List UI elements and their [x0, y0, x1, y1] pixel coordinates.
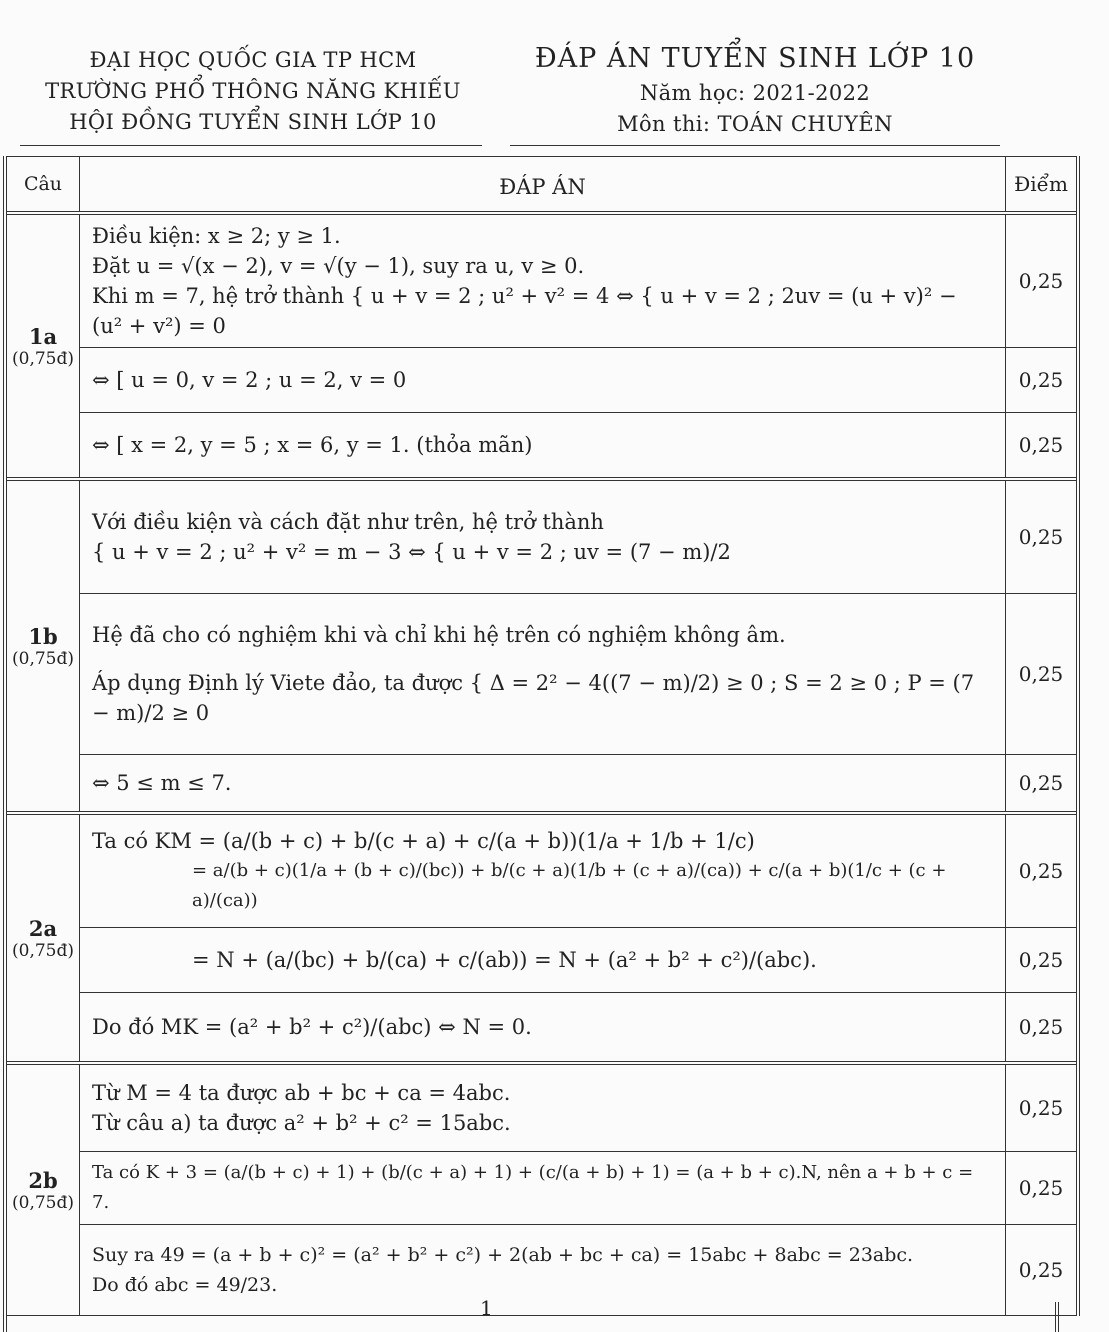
- university-name: ĐẠI HỌC QUỐC GIA TP HCM: [89, 48, 417, 72]
- answer-line: ⇔ [ x = 2, y = 5 ; x = 6, y = 1. (thỏa mãn): [92, 433, 533, 457]
- header-rule-right: [510, 145, 1000, 146]
- answer-line: Do đó MK = (a² + b² + c²)/(abc) ⇔ N = 0.: [92, 1015, 532, 1039]
- answer-line: Suy ra 49 = (a + b + c)² = (a² + b² + c²) + 2(ab + bc + ca) = 15abc + 8abc = 23abc.: [92, 1244, 914, 1266]
- question-label: 1a: [28, 323, 58, 349]
- score-cell: 0,25: [1006, 1152, 1079, 1225]
- question-points: (0,75đ): [12, 348, 74, 369]
- answer-line: Đặt u = √(x − 2), v = √(y − 1), suy ra u, v ≥ 0.: [92, 254, 585, 278]
- answer-line: Áp dụng Định lý Viete đảo, ta được { Δ = 2² − 4((7 − m)/2) ≥ 0 ; S = 2 ≥ 0 ; P = (7 − m)/2 ≥ 0: [92, 671, 975, 725]
- council-name: HỘI ĐỒNG TUYỂN SINH LỚP 10: [69, 110, 437, 134]
- score-cell: 0,25: [1006, 993, 1079, 1064]
- table-row: [5, 993, 1078, 1064]
- header-rule-left: [20, 145, 482, 146]
- score-cell: 0,25: [1006, 213, 1079, 348]
- answer-line: { u + v = 2 ; u² + v² = m − 3 ⇔ { u + v = 2 ; uv = (7 − m)/2: [92, 540, 731, 564]
- exam-header: [505, 40, 1005, 140]
- question-label: 2b: [28, 1167, 58, 1193]
- score-cell: 0,25: [1006, 348, 1079, 413]
- question-cell-2b: [5, 1063, 80, 1316]
- score-cell: 0,25: [1006, 1225, 1079, 1316]
- answer-line: Ta có K + 3 = (a/(b + c) + 1) + (b/(c + a) + 1) + (c/(a + b) + 1) = (a + b + c).N, nên a + b + c = 7.: [92, 1162, 974, 1213]
- answer-line: Từ M = 4 ta được ab + bc + ca = 4abc.: [92, 1081, 511, 1105]
- table-row: [5, 813, 1078, 928]
- answer-line: Ta có KM = (a/(b + c) + b/(c + a) + c/(a + b))(1/a + 1/b + 1/c): [92, 829, 755, 853]
- col-question-header: Câu: [5, 157, 80, 214]
- school-year: Năm học: 2021-2022: [639, 81, 871, 105]
- col-score-header: Điểm: [1006, 157, 1079, 214]
- page-number: 1: [480, 1296, 493, 1320]
- answer-line: = N + (a/(bc) + b/(ca) + c/(ab)) = N + (a² + b² + c²)/(abc).: [192, 948, 817, 972]
- question-points: (0,75đ): [12, 940, 74, 961]
- answer-line: Từ câu a) ta được a² + b² + c² = 15abc.: [92, 1111, 511, 1135]
- question-label: 1b: [28, 623, 58, 649]
- table-row: [5, 594, 1078, 755]
- answer-cell: [80, 928, 1006, 993]
- question-cell-2a: [5, 813, 80, 1063]
- next-row-partial: [3, 1302, 1059, 1332]
- answer-cell: [80, 479, 1006, 594]
- col-answer-header: ĐÁP ÁN: [80, 157, 1006, 214]
- question-points: (0,75đ): [12, 1192, 74, 1213]
- score-cell: 0,25: [1006, 413, 1079, 480]
- answer-cell: [80, 594, 1006, 755]
- table-header-row: [5, 157, 1078, 214]
- score-cell: 0,25: [1006, 479, 1079, 594]
- answer-line: Khi m = 7, hệ trở thành { u + v = 2 ; u² + v² = 4 ⇔ { u + v = 2 ; 2uv = (u + v)² − (u² + v²) = 0: [92, 284, 957, 338]
- answer-cell: [80, 348, 1006, 413]
- answer-line: ⇔ [ u = 0, v = 2 ; u = 2, v = 0: [92, 368, 407, 392]
- question-cell-1a: [5, 213, 80, 479]
- answer-cell: [80, 1063, 1006, 1152]
- answer-cell: [80, 755, 1006, 814]
- answer-cell: [80, 213, 1006, 348]
- table-row: [5, 413, 1078, 480]
- school-name: TRƯỜNG PHỔ THÔNG NĂNG KHIẾU: [45, 79, 461, 103]
- score-cell: 0,25: [1006, 755, 1079, 814]
- table-row: [5, 213, 1078, 348]
- question-cell-1b: [5, 479, 80, 813]
- score-cell: 0,25: [1006, 1063, 1079, 1152]
- table-row: [5, 928, 1078, 993]
- answer-line: ⇔ 5 ≤ m ≤ 7.: [92, 771, 232, 795]
- document-title: ĐÁP ÁN TUYỂN SINH LỚP 10: [534, 43, 976, 74]
- answer-cell: [80, 993, 1006, 1064]
- table-row: [5, 1152, 1078, 1225]
- answer-table: [3, 156, 1080, 1316]
- answer-line: Với điều kiện và cách đặt như trên, hệ trở thành: [92, 510, 604, 534]
- score-cell: 0,25: [1006, 928, 1079, 993]
- exam-subject: Môn thi: TOÁN CHUYÊN: [617, 112, 893, 136]
- question-points: (0,75đ): [12, 648, 74, 669]
- answer-line: = a/(b + c)(1/a + (b + c)/(bc)) + b/(c + a)(1/b + (c + a)/(ca)) + c/(a + b)(1/c + (c + a)/(ca)): [192, 860, 947, 911]
- score-cell: 0,25: [1006, 813, 1079, 928]
- answer-line: Do đó abc = 49/23.: [92, 1274, 278, 1296]
- answer-cell: [80, 813, 1006, 928]
- table-row: [5, 755, 1078, 814]
- score-cell: 0,25: [1006, 594, 1079, 755]
- answer-cell: [80, 1152, 1006, 1225]
- table-row: [5, 348, 1078, 413]
- answer-line: Hệ đã cho có nghiệm khi và chỉ khi hệ trên có nghiệm không âm.: [92, 623, 786, 647]
- answer-cell: [80, 413, 1006, 480]
- institution-header: [8, 45, 498, 138]
- question-label: 2a: [28, 915, 58, 941]
- table-row: [5, 479, 1078, 594]
- answer-line: Điều kiện: x ≥ 2; y ≥ 1.: [92, 224, 341, 248]
- table-row: [5, 1063, 1078, 1152]
